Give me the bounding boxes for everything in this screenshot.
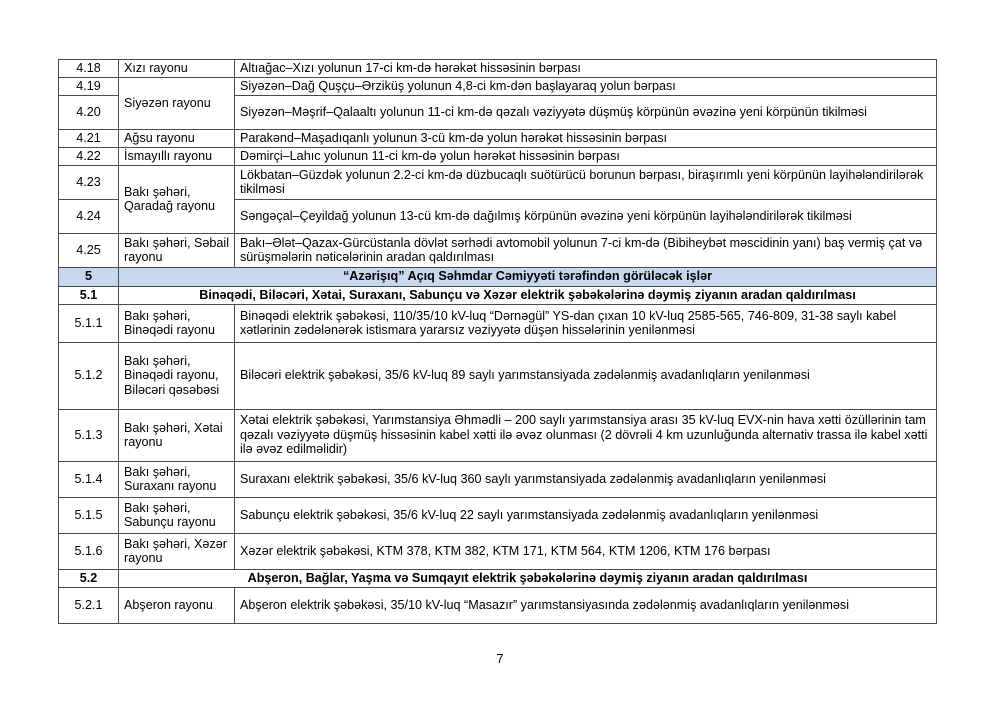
work-cell: Dəmirçi–Lahıc yolunun 11-ci km-də yolun hərəkət hissəsinin bərpası [235,147,937,165]
row-number: 4.19 [59,78,119,96]
region-cell: Xızı rayonu [119,60,235,78]
work-cell: Səngəçal–Çeyildağ yolunun 13-cü km-də dağılmış körpünün əvəzinə yeni körpünün layihələndirilərək tikilməsi [235,199,937,233]
work-cell: Bakı–Ələt–Qazax-Gürcüstanla dövlət sərhədi avtomobil yolunun 7-ci km-də (Bibiheybət məscidinin yanı) baş vermiş çat və sürüşmələrin nəticələrinin aradan qaldırılması [235,233,937,267]
region-cell: Bakı şəhəri, Binəqədi rayonu, Biləcəri qəsəbəsi [119,342,235,409]
table-row [59,129,937,147]
region-cell: Bakı şəhəri, Binəqədi rayonu [119,304,235,342]
page-number: 7 [496,651,504,666]
subsection-title: Binəqədi, Biləcəri, Xətai, Suraxanı, Sabunçu və Xəzər elektrik şəbəkələrinə dəymiş ziyanın aradan qaldırılması [119,286,937,304]
works-table [58,59,937,624]
table-row [59,147,937,165]
region-cell: Bakı şəhəri, Xətai rayonu [119,409,235,461]
table-row [59,233,937,267]
work-cell: Binəqədi elektrik şəbəkəsi, 110/35/10 kV-luq “Dərnəgül” YS-dan çıxan 10 kV-luq 2585-565, 746-809, 31-38 saylı kabel xətlərinin zədələnərək istismara yararsız vəziyyətə düşən hissələrinin yenilənməsi [235,304,937,342]
region-cell: Bakı şəhəri, Qaradağ rayonu [119,165,235,233]
subsection-number: 5.2 [59,569,119,587]
row-number: 4.25 [59,233,119,267]
work-cell: Xəzər elektrik şəbəkəsi, KTM 378, KTM 382, KTM 171, KTM 564, KTM 1206, KTM 176 bərpası [235,533,937,569]
work-cell: Abşeron elektrik şəbəkəsi, 35/10 kV-luq “Masazır” yarımstansiyasında zədələnmiş avadanlıqların yenilənməsi [235,587,937,623]
work-cell: Siyəzən–Məşrif–Qalaaltı yolunun 11-ci km-də qəzalı vəziyyətə düşmüş körpünün əvəzinə yeni körpünün tikilməsi [235,95,937,129]
table-row [59,342,937,409]
region-cell: Bakı şəhəri, Suraxanı rayonu [119,461,235,497]
row-number: 4.24 [59,199,119,233]
row-number: 4.18 [59,60,119,78]
table-row [59,165,937,199]
region-cell: Bakı şəhəri, Sabunçu rayonu [119,497,235,533]
row-number: 4.21 [59,129,119,147]
work-cell: Sabunçu elektrik şəbəkəsi, 35/6 kV-luq 22 saylı yarımstansiyada zədələnmiş avadanlıqların yenilənməsi [235,497,937,533]
row-number: 5.1.3 [59,409,119,461]
work-cell: Siyəzən–Dağ Quşçu–Ərziküş yolunun 4,8-ci km-dən başlayaraq yolun bərpası [235,78,937,96]
row-number: 5.1.6 [59,533,119,569]
region-cell: Bakı şəhəri, Xəzər rayonu [119,533,235,569]
row-number: 5.1.1 [59,304,119,342]
row-number: 4.20 [59,95,119,129]
row-number: 4.22 [59,147,119,165]
table-row [59,497,937,533]
work-cell: Biləcəri elektrik şəbəkəsi, 35/6 kV-luq 89 saylı yarımstansiyada zədələnmiş avadanlıqların yenilənməsi [235,342,937,409]
subsection-number: 5.1 [59,286,119,304]
work-cell: Lökbatan–Güzdək yolunun 2.2-ci km-də düzbucaqlı suötürücü borunun bərpası, biraşırımlı yeni körpünün layihələndirilərək tikilməsi [235,165,937,199]
table-row [59,78,937,96]
region-cell: Bakı şəhəri, Səbail rayonu [119,233,235,267]
subsection-title: Abşeron, Bağlar, Yaşma və Sumqayıt elektrik şəbəkələrinə dəymiş ziyanın aradan qaldırılması [119,569,937,587]
table-row [59,461,937,497]
row-number: 5.2.1 [59,587,119,623]
subsection-header [59,286,937,304]
table-row [59,533,937,569]
table-row [59,60,937,78]
work-cell: Xətai elektrik şəbəkəsi, Yarımstansiya Əhmədli – 200 saylı yarımstansiya arası 35 kV-luq EVX-nin hava xətti özüllərinin tam qəzalı vəziyyətə düşmüş hissəsinin kabel xətti ilə əvəz olunması (2 dövrəli 4 km uzunluğunda alternativ trassa ilə kabel xətti ilə əvəz edilməlidir) [235,409,937,461]
row-number: 4.23 [59,165,119,199]
subsection-header [59,569,937,587]
region-cell: İsmayıllı rayonu [119,147,235,165]
row-number: 5.1.2 [59,342,119,409]
work-cell: Altıağac–Xızı yolunun 17-ci km-də hərəkət hissəsinin bərpası [235,60,937,78]
region-cell: Ağsu rayonu [119,129,235,147]
region-cell: Siyəzən rayonu [119,78,235,130]
work-cell: Parakənd–Maşadıqanlı yolunun 3-cü km-də yolun hərəkət hissəsinin bərpası [235,129,937,147]
work-cell: Suraxanı elektrik şəbəkəsi, 35/6 kV-luq 360 saylı yarımstansiyada zədələnmiş avadanlıqların yenilənməsi [235,461,937,497]
region-cell: Abşeron rayonu [119,587,235,623]
table-row [59,304,937,342]
section-header [59,267,937,286]
table-row [59,587,937,623]
table-row [59,409,937,461]
row-number: 5.1.5 [59,497,119,533]
row-number: 5.1.4 [59,461,119,497]
section-number: 5 [59,267,119,286]
section-title: “Azərişıq” Açıq Səhmdar Cəmiyyəti tərəfindən görüləcək işlər [119,267,937,286]
